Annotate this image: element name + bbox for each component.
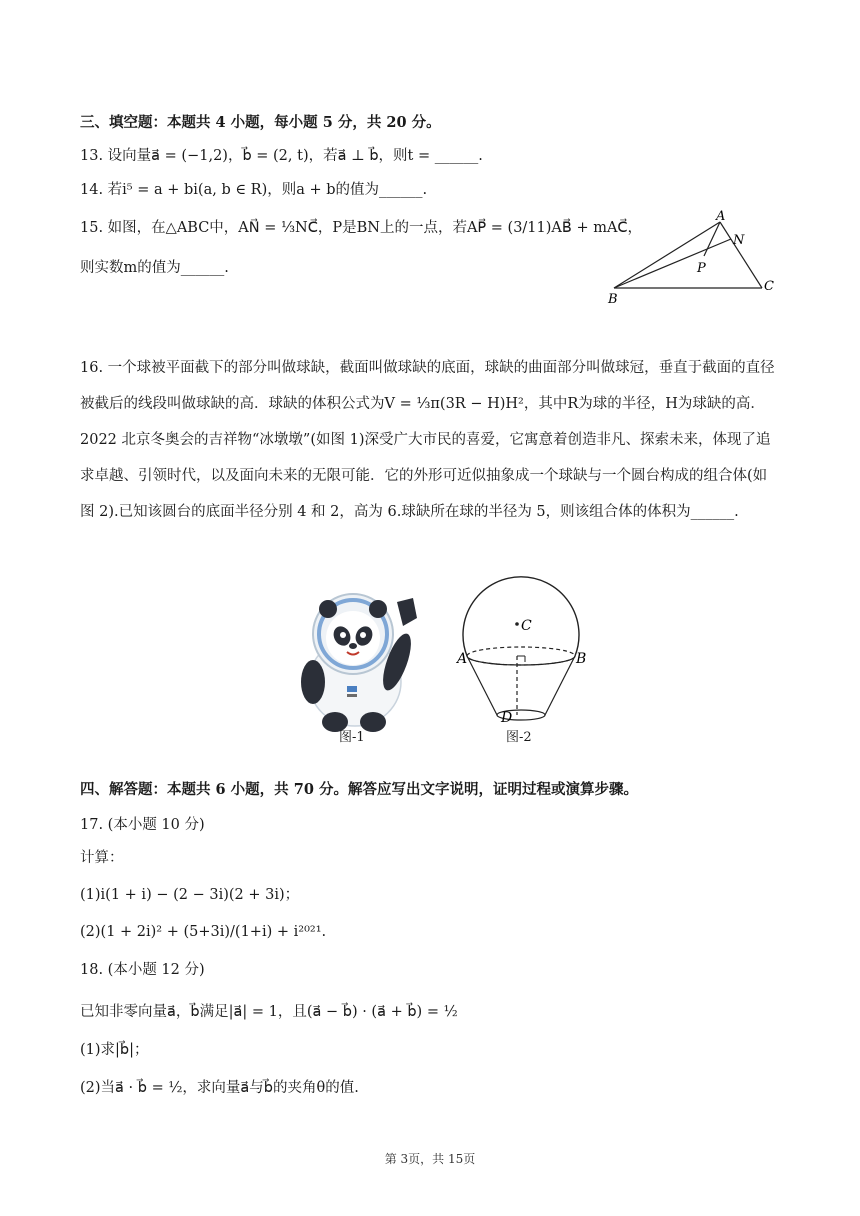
figure-1-caption: 图-1 [339, 730, 365, 745]
question-13: 13. 设向量a⃗ = (−1,2)，b⃗ = (2, t)，若a⃗ ⊥ b⃗，则t = ______. [80, 148, 483, 164]
geometry-figure-2 [455, 572, 595, 732]
label-a: A [457, 651, 468, 667]
triangle-figure-15 [600, 210, 790, 310]
question-16: 16. 一个球被平面截下的部分叫做球缺，截面叫做球缺的底面，球缺的曲面部分叫做球冠，垂直于截面的直径被截后的线段叫做球缺的高．球缺的体积公式为V = ⅓π(3R − H)H²，其中R为球的半径，H为球缺的高．2022 北京冬奥会的吉祥物“冰墩墩”(如图 1)深受广大市民的喜爱，它寓意着创造非凡、探索未来，体现了追求卓越、引领时代，以及面向未来的无限可能．它的外形可近似抽象成一个球缺与一个圆台构成的组合体(如图 2).已知该圆台的底面半径分别 4 和 2，高为 6.球缺所在球的半径为 5，则该组合体的体积为______. [80, 360, 775, 520]
question-18-part2: (2)当a⃗ · b⃗ = ½，求向量a⃗与b⃗的夹角θ的值. [80, 1080, 359, 1096]
label-d: D [501, 710, 513, 726]
label-c: C [521, 618, 532, 634]
mascot-illustration [285, 582, 425, 752]
question-17-title: 17. (本小题 10 分) [80, 817, 205, 833]
section-3-heading: 三、填空题：本题共 4 小题，每小题 5 分，共 20 分。 [80, 114, 441, 131]
question-18-part1: (1)求|b⃗|； [80, 1042, 149, 1058]
figure-2-caption: 图-2 [506, 730, 532, 745]
question-17-intro: 计算： [80, 850, 124, 866]
label-b: B [576, 651, 587, 667]
question-15-line2: 则实数m的值为______. [80, 260, 229, 276]
question-14: 14. 若i⁵ = a + bi(a, b ∈ R)，则a + b的值为______. [80, 182, 428, 198]
section-4-heading: 四、解答题：本题共 6 小题，共 70 分。解答应写出文字说明，证明过程或演算步骤。 [80, 781, 638, 798]
page-footer: 第 3页，共 15页 [384, 1152, 476, 1166]
label-b: B [608, 292, 618, 307]
question-18-title: 18. (本小题 12 分) [80, 962, 205, 978]
question-15-line1: 15. 如图，在△ABC中，AN⃗ = ⅓NC⃗，P是BN上的一点，若AP⃗ = (3/11)AB⃗ + mAC⃗， [80, 220, 643, 236]
question-17-part2: (2)(1 + 2i)² + (5+3i)/(1+i) + i²⁰²¹. [80, 924, 327, 940]
label-c: C [764, 279, 774, 294]
label-a: A [716, 210, 726, 224]
question-18-intro: 已知非零向量a⃗，b⃗满足|a⃗| = 1，且(a⃗ − b⃗) · (a⃗ + b⃗) = ½ [80, 1004, 458, 1020]
question-17-part1: (1)i(1 + i) − (2 − 3i)(2 + 3i)； [80, 887, 300, 903]
label-p: P [697, 261, 706, 276]
label-n: N [733, 233, 745, 248]
